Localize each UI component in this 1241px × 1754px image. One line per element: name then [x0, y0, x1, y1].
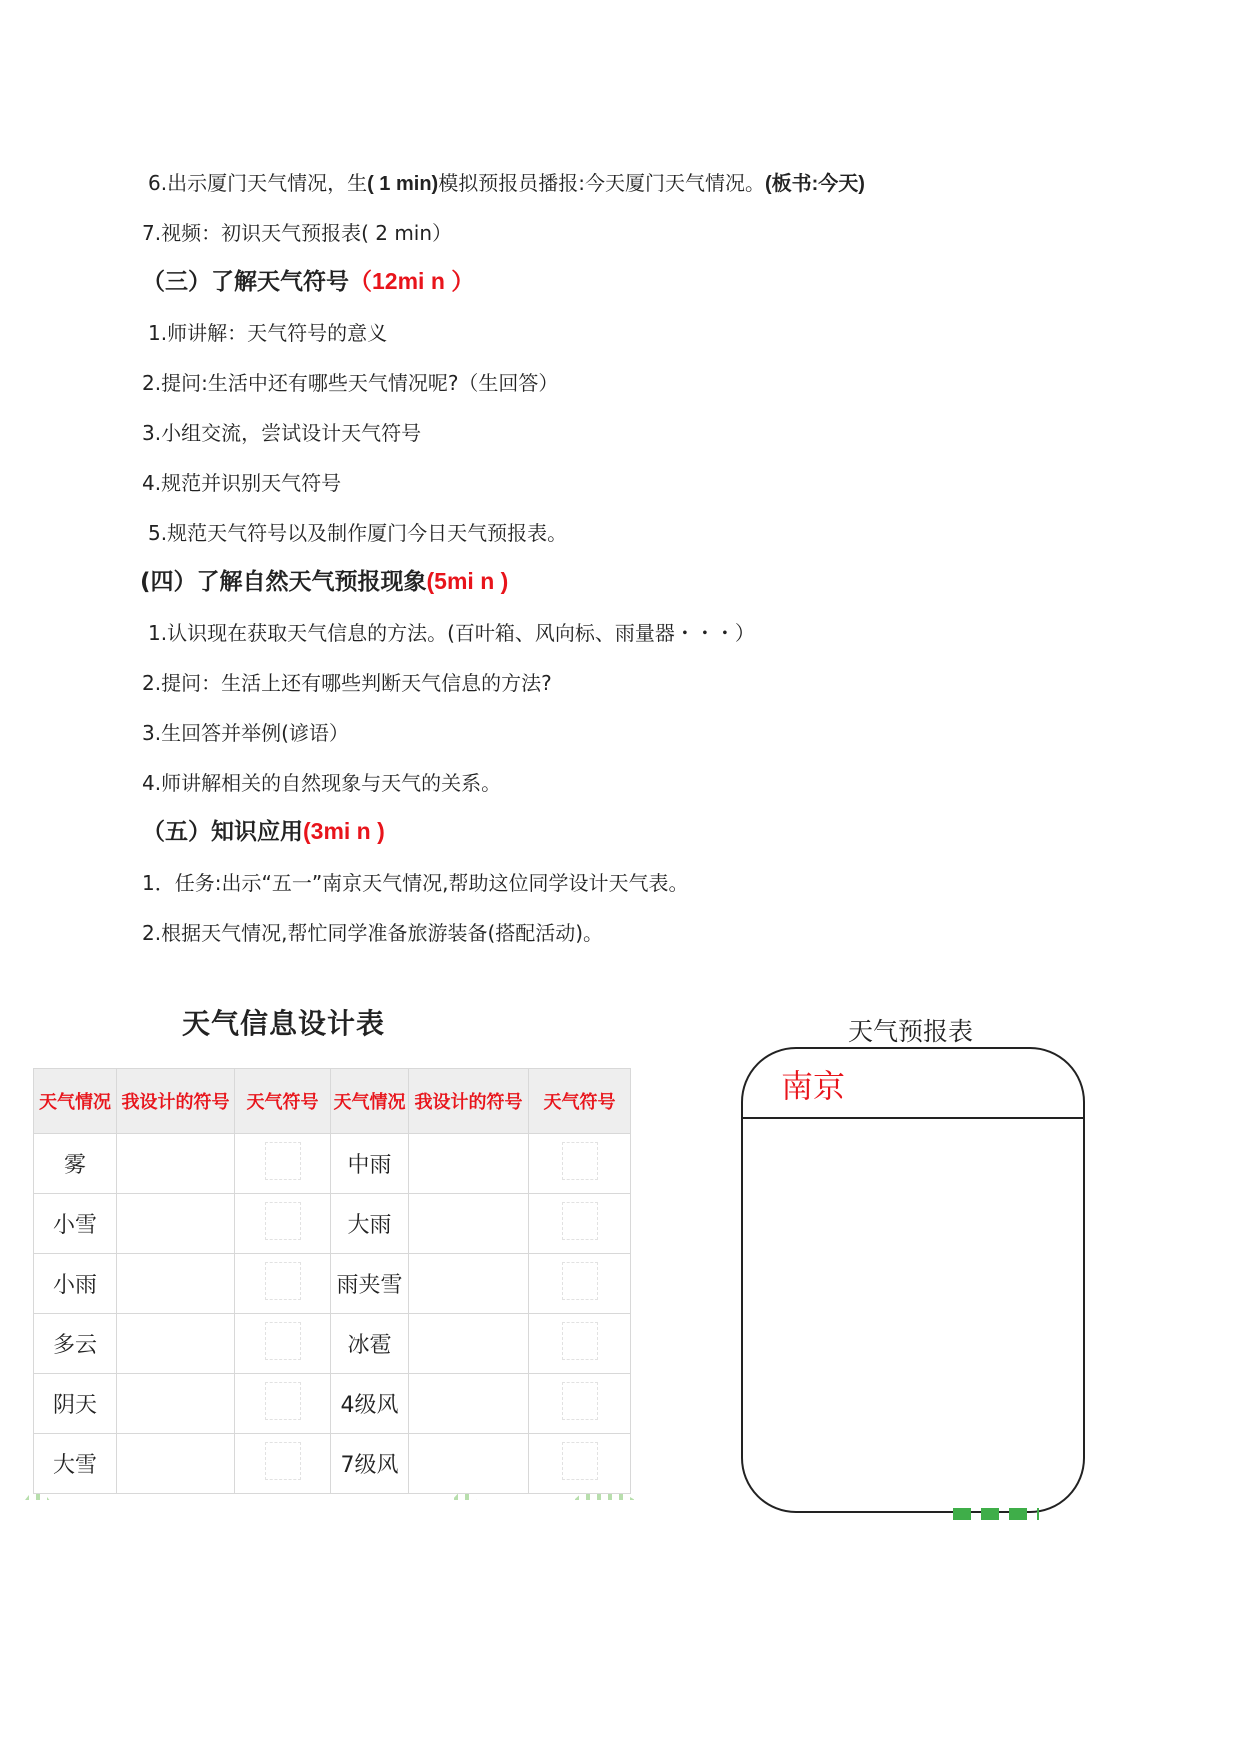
symbol-cell: [235, 1314, 331, 1374]
my-symbol-cell[interactable]: [409, 1254, 529, 1314]
symbol-cell: [529, 1134, 631, 1194]
lesson-line: 1.认识现在获取天气信息的方法。(百叶箱、风向标、雨量器・・・）: [148, 621, 755, 645]
my-symbol-cell[interactable]: [409, 1374, 529, 1434]
table-row: [34, 1374, 631, 1434]
lesson-line: 1.师讲解：天气符号的意义: [148, 321, 388, 345]
heading-time: (3mi n ): [303, 818, 385, 844]
lesson-line: 2.提问：生活上还有哪些判断天气信息的方法?: [142, 671, 552, 695]
line-number: 6: [148, 171, 161, 195]
my-symbol-cell[interactable]: [409, 1134, 529, 1194]
symbol-cell: [235, 1134, 331, 1194]
symbol-placeholder: [265, 1442, 301, 1480]
my-symbol-cell[interactable]: [117, 1434, 235, 1494]
lesson-line: 4.师讲解相关的自然现象与天气的关系。: [142, 771, 502, 795]
symbol-cell: [235, 1434, 331, 1494]
lesson-line: 2.根据天气情况,帮忙同学准备旅游装备(搭配活动)。: [142, 921, 604, 945]
weather-cell: 小雨: [34, 1254, 117, 1314]
card-decoration: [953, 1508, 1039, 1520]
weather-cell: 雾: [34, 1134, 117, 1194]
symbol-cell: [235, 1194, 331, 1254]
symbol-placeholder: [265, 1262, 301, 1300]
header-weather: 天气情况: [331, 1069, 409, 1134]
heading-time: （12mi n ）: [349, 268, 475, 294]
lesson-line: 3.小组交流，尝试设计天气符号: [142, 421, 422, 445]
my-symbol-cell[interactable]: [117, 1314, 235, 1374]
time-label: ( 1 min): [367, 173, 439, 195]
heading-text: (四）了解自然天气预报现象: [140, 569, 427, 595]
weather-cell: 冰雹: [331, 1314, 409, 1374]
header-symbol: 天气符号: [235, 1069, 331, 1134]
symbol-placeholder: [562, 1262, 598, 1300]
line-text: .出示厦门天气情况，生: [160, 171, 368, 195]
symbol-cell: [529, 1374, 631, 1434]
header-my-symbol: 我设计的符号: [409, 1069, 529, 1134]
symbol-placeholder: [562, 1382, 598, 1420]
my-symbol-cell[interactable]: [409, 1194, 529, 1254]
symbol-placeholder: [265, 1142, 301, 1180]
header-weather: 天气情况: [34, 1069, 117, 1134]
card-divider: [743, 1117, 1083, 1119]
weather-cell: 大雨: [331, 1194, 409, 1254]
my-symbol-cell[interactable]: [117, 1374, 235, 1434]
section-heading-4: [140, 568, 508, 595]
heading-text: （三）了解天气符号: [142, 269, 349, 295]
line-text: 模拟预报员播报:今天厦门天气情况。: [438, 171, 765, 195]
weather-cell: 雨夹雪: [331, 1254, 409, 1314]
symbol-placeholder: [562, 1142, 598, 1180]
section-heading-3: [142, 268, 474, 295]
weather-cell: 小雪: [34, 1194, 117, 1254]
symbol-cell: [529, 1254, 631, 1314]
heading-text: （五）知识应用: [142, 819, 303, 845]
symbol-cell: [529, 1314, 631, 1374]
design-table-title: 天气信息设计表: [182, 1007, 386, 1040]
heading-time: (5mi n ): [426, 568, 509, 594]
weather-cell: 4级风: [331, 1374, 409, 1434]
symbol-cell: [235, 1374, 331, 1434]
symbol-cell: [235, 1254, 331, 1314]
weather-cell: 中雨: [331, 1134, 409, 1194]
table-row: [34, 1134, 631, 1194]
table-header-row: [34, 1069, 631, 1134]
my-symbol-cell[interactable]: [409, 1434, 529, 1494]
lesson-line-6: [148, 170, 865, 197]
lesson-line: 5.规范天气符号以及制作厦门今日天气预报表。: [148, 521, 568, 545]
symbol-placeholder: [562, 1322, 598, 1360]
my-symbol-cell[interactable]: [409, 1314, 529, 1374]
weather-cell: 阴天: [34, 1374, 117, 1434]
lesson-line: 4.规范并识别天气符号: [142, 471, 342, 495]
lesson-line-7: 7.视频：初识天气预报表( 2 min）: [142, 221, 453, 245]
table-row: [34, 1314, 631, 1374]
symbol-cell: [529, 1194, 631, 1254]
my-symbol-cell[interactable]: [117, 1194, 235, 1254]
weather-cell: 7级风: [331, 1434, 409, 1494]
forecast-card-title: 天气预报表: [848, 1017, 974, 1046]
table-row: [34, 1434, 631, 1494]
my-symbol-cell[interactable]: [117, 1134, 235, 1194]
forecast-card: [741, 1047, 1085, 1513]
symbol-placeholder: [265, 1382, 301, 1420]
weather-cell: 大雪: [34, 1434, 117, 1494]
lesson-line: 2.提问:生活中还有哪些天气情况呢?（生回答）: [142, 371, 559, 395]
table-row: [34, 1194, 631, 1254]
symbol-cell: [529, 1434, 631, 1494]
board-note: (板书:今天): [764, 173, 865, 195]
lesson-line: 1．任务:出示“五一”南京天气情况,帮助这位同学设计天气表。: [142, 871, 689, 895]
symbol-placeholder: [265, 1202, 301, 1240]
forecast-city: 南京: [781, 1067, 846, 1105]
header-my-symbol: 我设计的符号: [117, 1069, 235, 1134]
symbol-placeholder: [562, 1202, 598, 1240]
my-symbol-cell[interactable]: [117, 1254, 235, 1314]
table-row: [34, 1254, 631, 1314]
design-table: [33, 1068, 631, 1494]
header-symbol: 天气符号: [529, 1069, 631, 1134]
lesson-line: 3.生回答并举例(谚语）: [142, 721, 349, 745]
weather-cell: 多云: [34, 1314, 117, 1374]
section-heading-5: [142, 818, 385, 845]
symbol-placeholder: [265, 1322, 301, 1360]
symbol-placeholder: [562, 1442, 598, 1480]
